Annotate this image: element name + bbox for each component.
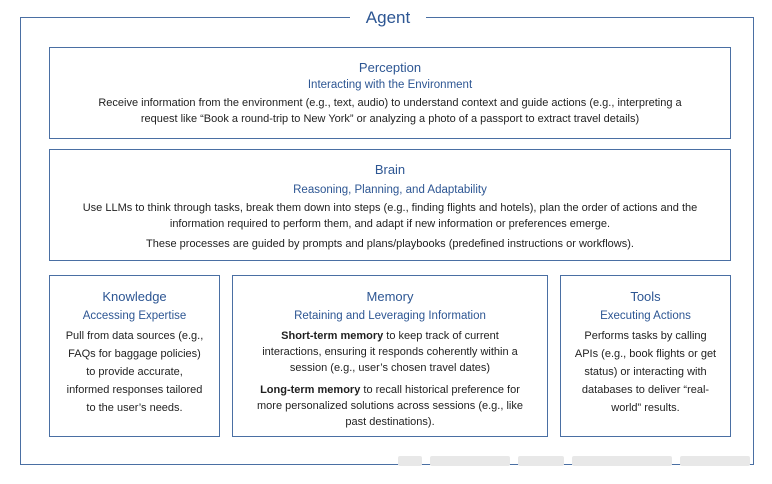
tools-subtitle: Executing Actions [600,310,691,322]
watermark-block [430,456,510,466]
brain-subtitle: Reasoning, Planning, and Adaptability [293,184,487,196]
brain-text-line: These processes are guided by prompts and plans/playbooks (predefined instructions or workflows). [146,238,634,250]
knowledge-text-line: to the user’s needs. [86,402,183,414]
tools-text-line: Performs tasks by calling [584,330,707,342]
knowledge-text-line: to provide accurate, [86,366,183,378]
brain-title: Brain [374,162,406,177]
tools-text-line: APIs (e.g., book flights or get [574,348,717,360]
brain-text-line: Use LLMs to think through tasks, break them down into steps (e.g., finding flights and hotels), plan the order of actions and the [82,202,698,214]
blurred-watermark [398,452,758,470]
tools-text-line: status) or interacting with [584,366,707,378]
perception-subtitle: Interacting with the Environment [307,79,473,91]
long-term-memory-line [241,382,539,398]
perception-text-line: Receive information from the environment (e.g., text, audio) to understand context and guide actions (e.g., interpreting a [98,97,682,109]
tools-box [560,275,731,437]
watermark-block [518,456,564,466]
short-term-memory-rest: to keep track of current [383,330,499,342]
memory-title: Memory [366,289,414,304]
perception-text-line: request like “Book a round-trip to New York” or analyzing a photo of a passport to extract travel details) [140,113,640,125]
short-term-memory-label: Short-term memory [281,330,384,342]
knowledge-text [58,328,211,416]
knowledge-box [49,275,220,437]
watermark-block [572,456,672,466]
knowledge-text-line: Pull from data sources (e.g., [65,330,204,342]
memory-text-line: past destinations). [345,416,435,428]
memory-text-line: interactions, ensuring it responds coherently within a [262,346,518,358]
brain-text-line: information required to perform them, and adapt if new information or preferences emerge. [169,218,611,230]
watermark-block [680,456,750,466]
watermark-block [398,456,422,466]
long-term-memory-label: Long-term memory [260,384,361,396]
tools-title: Tools [630,289,661,304]
memory-text-line: session (e.g., user’s chosen travel dates) [289,362,491,374]
memory-text-line: more personalized solutions across sessions (e.g., like [257,400,523,412]
brain-box [49,149,731,261]
knowledge-text-line: FAQs for baggage policies) [68,348,201,360]
knowledge-subtitle: Accessing Expertise [82,310,187,322]
short-term-memory-line [241,328,539,344]
knowledge-text-line: informed responses tailored [66,384,203,396]
perception-box [49,47,731,139]
tools-text-line: databases to deliver “real- [581,384,710,396]
memory-box [232,275,548,437]
agent-title: Agent [350,6,426,30]
knowledge-title: Knowledge [102,289,167,304]
tools-text-line: world” results. [611,402,680,414]
memory-subtitle: Retaining and Leveraging Information [294,310,486,322]
long-term-memory-rest: to recall historical preference for [360,384,520,396]
perception-title: Perception [358,60,422,75]
tools-text [569,328,722,416]
